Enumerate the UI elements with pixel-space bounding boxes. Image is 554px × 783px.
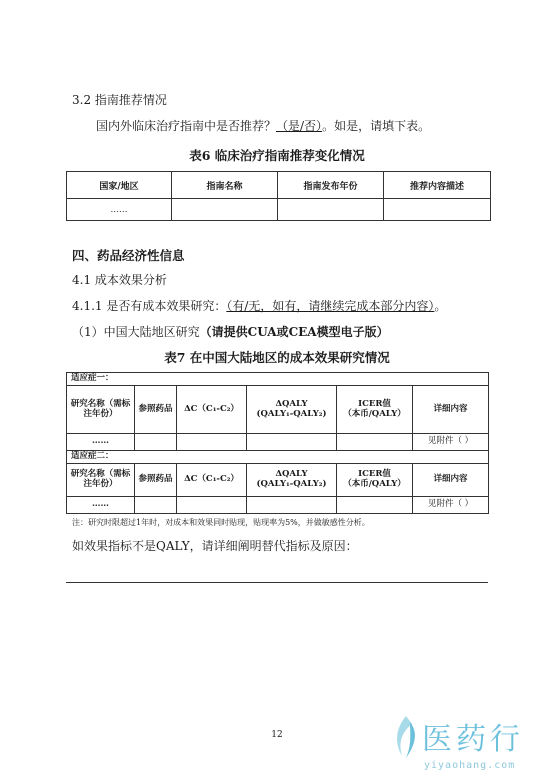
header-study-name: 研究名称（需标注年份） [67,464,135,497]
header-study-name: 研究名称（需标注年份） [67,386,135,434]
section-heading-3-2: 3.2 指南推荐情况 [72,93,167,107]
watermark-text: 医药行 [422,722,524,757]
indication-row [67,451,489,464]
watermark-url: yiyaohang.com [424,760,516,771]
table7-header-row [67,464,489,497]
question-text: 4.1.1 是否有成本效果研究： [72,299,227,313]
question-text: 国内外临床治疗指南中是否推荐？ [96,119,277,133]
header-delta-cost: ΔC（C₁-C₂） [177,386,247,434]
indication-1-label: 适应症一： [67,373,489,386]
header-reference-drug: 参照药品 [135,464,177,497]
table-row [67,497,489,514]
indication-2-label: 适应症二： [67,451,489,464]
cost-effect-question [72,297,446,314]
delta-qaly-label: ΔQALY [275,398,308,409]
header-reference-drug: 参照药品 [135,386,177,434]
table-cell: …… [67,434,135,451]
table-cell [177,434,247,451]
table-cell [177,497,247,514]
table-cell [278,199,384,221]
mainland-study-label: （1）中国大陆地区研究 [72,325,200,339]
model-request-note: （请提供CUA或CEA模型电子版） [199,325,389,339]
table6-header-country: 国家/地区 [67,172,172,199]
icer-label: ICER值 [358,398,391,409]
table-cell: …… [67,199,172,221]
section-heading-4-1: 4.1 成本效果分析 [72,273,167,287]
question-suffix: 。如是，请填下表。 [322,119,431,133]
header-delta-cost: ΔC（C₁-C₂） [177,464,247,497]
mainland-study-heading [72,323,389,340]
table6-header-guideline: 指南名称 [172,172,278,199]
icer-unit: （本币/QALY） [343,408,406,419]
table-cell [135,497,177,514]
table7-note: 注：研究时限超过1年时，对成本和效果同时贴现，贴现率为5%，并做敏感性分析。 [72,518,370,527]
header-delta-qaly [247,464,337,497]
table-cell [247,497,337,514]
watermark [388,712,538,782]
table6-header-description: 推荐内容描述 [384,172,491,199]
indication-row [67,373,489,386]
header-icer [337,464,413,497]
table6 [66,171,491,221]
table6-header-year: 指南发布年份 [278,172,384,199]
table6-header-row [67,172,491,199]
table7-header-row [67,386,489,434]
yes-no-blank: （是/否） [276,119,323,133]
yes-no-blank: （有/无，如有，请继续完成本部分内容） [226,299,435,313]
table-cell [384,199,491,221]
table7 [66,372,489,514]
guideline-question [96,117,430,134]
table-cell [337,434,413,451]
header-icer [337,386,413,434]
header-detail: 详细内容 [413,464,489,497]
table-row [67,434,489,451]
page-number: 12 [271,730,283,740]
attachment-cell: 见附件（ ） [413,497,489,514]
table-cell: …… [67,497,135,514]
table-cell [247,434,337,451]
watermark-logo-icon [388,712,422,762]
table6-caption: 表6 临床治疗指南推荐变化情况 [189,148,365,163]
table-cell [135,434,177,451]
question-suffix: 。 [434,299,447,313]
header-detail: 详细内容 [413,386,489,434]
header-delta-qaly [247,386,337,434]
section-heading-4: 四、药品经济性信息 [72,248,185,263]
table7-caption: 表7 在中国大陆地区的成本效果研究情况 [164,350,390,365]
delta-qaly-formula: (QALY₁-QALY₂) [256,408,327,419]
answer-line [66,582,488,583]
table-cell [337,497,413,514]
attachment-cell: 见附件（ ） [413,434,489,451]
table-row [67,199,491,221]
delta-qaly-formula: (QALY₁-QALY₂) [256,479,327,489]
qaly-question: 如效果指标不是QALY，请详细阐明替代指标及原因： [72,539,358,553]
icer-label: ICER值 [358,469,391,480]
delta-qaly-label: ΔQALY [275,469,308,480]
table-cell [172,199,278,221]
icer-unit: （本币/QALY） [343,479,406,489]
